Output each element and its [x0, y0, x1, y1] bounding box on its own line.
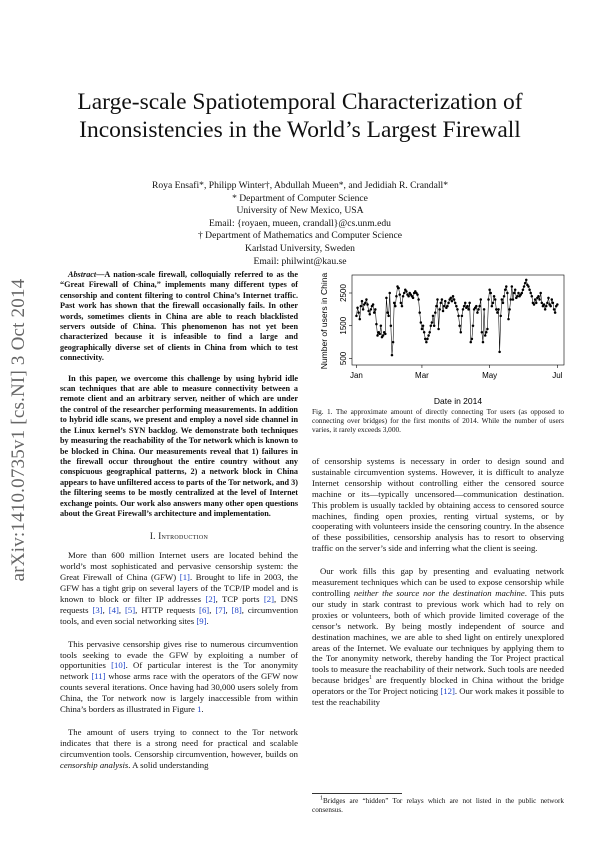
figure-1: [312, 265, 572, 410]
data-point: [554, 311, 557, 314]
data-point: [427, 334, 430, 337]
data-point: [364, 302, 367, 305]
citation-link[interactable]: [1]: [179, 572, 190, 583]
data-point: [521, 292, 524, 295]
citation-link[interactable]: [11]: [91, 671, 106, 682]
data-point: [444, 300, 447, 303]
data-point: [487, 298, 490, 301]
text-run: . A solid understanding: [128, 759, 209, 770]
affiliation-line: Karlstad University, Sweden: [245, 242, 355, 254]
title-line: Inconsistencies in the World’s Largest Firewall: [79, 117, 521, 143]
data-point: [489, 292, 492, 295]
data-point: [392, 341, 395, 344]
data-point: [494, 298, 497, 301]
data-point: [461, 315, 464, 318]
data-point: [458, 324, 461, 327]
affiliation-line: † Department of Mathematics and Computer Science: [197, 230, 403, 242]
text-run: . Of particular interest is the Tor anonymity network: [60, 660, 298, 682]
data-point: [498, 351, 501, 354]
data-point: [382, 334, 385, 337]
y-tick-label: 500: [339, 351, 348, 366]
data-point: [464, 302, 467, 305]
citation-link[interactable]: [5]: [125, 604, 136, 615]
data-point: [454, 302, 457, 305]
arxiv-identifier: [6, 265, 32, 595]
series-line: [356, 280, 557, 355]
data-point: [545, 305, 548, 308]
data-point: [426, 338, 429, 341]
data-point: [386, 311, 389, 314]
citation-link[interactable]: [10]: [111, 660, 126, 671]
plot-frame: [352, 275, 564, 365]
data-point: [373, 311, 376, 314]
data-point: [440, 302, 443, 305]
affiliation-line: University of New Mexico, USA: [236, 205, 364, 217]
data-point: [538, 298, 541, 301]
data-point: [384, 333, 387, 336]
paper-title: [40, 88, 560, 144]
data-point: [508, 308, 511, 311]
data-point: [430, 324, 433, 327]
data-point: [496, 311, 499, 314]
data-point: [447, 302, 450, 305]
data-point: [457, 315, 460, 318]
data-point: [541, 302, 544, 305]
body-paragraph: [312, 566, 564, 708]
text-run: , HTTP requests: [135, 604, 200, 615]
data-point: [361, 300, 364, 303]
text-run: ,: [102, 604, 109, 615]
citation-link[interactable]: [2]: [205, 593, 216, 604]
intro-paragraph-1: [60, 550, 298, 626]
text-run: .: [201, 704, 204, 715]
text-run: whose arms race with the operators of the GFW now counts several iterations. Once having had 30,000 users solely from China, the Tor network now is largely inaccessible from within China’s borders as illustrated in Figure: [60, 671, 299, 715]
data-point: [436, 298, 439, 301]
data-point: [553, 308, 556, 311]
data-point: [507, 318, 510, 321]
text-run: ,: [225, 604, 232, 615]
data-point: [437, 328, 440, 331]
citation-link[interactable]: [8]: [231, 604, 242, 615]
data-point: [369, 313, 372, 316]
text-run: , TCP ports: [215, 593, 264, 604]
data-point: [477, 308, 480, 311]
email-line: Email: {royaen, mueen, crandall}@cs.unm.edu: [209, 217, 391, 229]
text-run: , circumvention tools, and even social networking sites: [60, 604, 299, 626]
data-point: [488, 288, 491, 291]
x-axis-ticks: [350, 365, 563, 380]
data-point: [417, 298, 420, 301]
data-point: [387, 315, 390, 318]
data-point: [523, 285, 526, 288]
data-point: [438, 308, 441, 311]
data-point: [486, 328, 489, 331]
data-point: [497, 308, 500, 311]
data-point: [537, 295, 540, 298]
data-point: [374, 308, 377, 311]
body-paragraph: of censorship systems is necessary in order to design sound and sustainable circumvention systems. However, it is difficult to analyze Internet censorship without controlling either the censored source machine or its—typically uncensored—communication destination. This problem is usually tackled by obtaining access to censored source machines, finding open proxies, renting virtual systems, or by cooperating with volunteers inside the censoring country. In the absence of these possibilities, censorship analysis has to resort to observing traffic on the server’s side and inferring what the client is seeing.: [312, 456, 564, 554]
data-point: [405, 290, 408, 293]
data-point: [502, 302, 505, 305]
data-point: [395, 295, 398, 298]
data-point: [527, 285, 530, 288]
data-point: [509, 298, 512, 301]
data-point: [388, 292, 391, 295]
data-point: [434, 311, 437, 314]
data-point: [359, 318, 362, 321]
data-point: [420, 321, 423, 324]
data-point: [453, 298, 456, 301]
data-point: [503, 295, 506, 298]
data-point: [546, 302, 549, 305]
data-point: [531, 295, 534, 298]
citation-link[interactable]: [12]: [440, 686, 455, 697]
y-tick-label: 1500: [339, 316, 348, 335]
data-point: [379, 333, 382, 336]
data-point: [517, 292, 520, 295]
data-point: [372, 303, 375, 306]
text-run: This pervasive censorship gives rise to numerous circumvention tools seeking to evade the GFW by exploiting a number of opportunities: [60, 638, 298, 671]
data-point: [357, 311, 360, 314]
arxiv-identifier-text: arXiv:1410.0735v1 [cs.NI] 3 Oct 2014: [8, 278, 29, 582]
emphasis-text: censorship analysis: [60, 759, 129, 770]
data-point: [435, 305, 438, 308]
series-layer: [355, 279, 558, 357]
data-point: [547, 297, 550, 300]
data-point: [472, 324, 475, 327]
data-point: [441, 298, 444, 301]
data-point: [400, 302, 403, 305]
data-point: [402, 295, 405, 298]
data-point: [480, 298, 483, 301]
data-point: [450, 297, 453, 300]
data-point: [355, 315, 358, 318]
abstract-label: Abstract: [68, 270, 97, 279]
text-run: . Brought to life in 2003, the GFW has a tight grip on several layers of the TCP/IP model and is known to block or filter IP addresses: [60, 572, 298, 604]
data-point: [442, 310, 445, 313]
data-point: [467, 308, 470, 311]
data-point: [385, 297, 388, 300]
y-axis-label: Number of users in China: [319, 272, 329, 370]
text-run: ,: [118, 604, 125, 615]
data-point: [463, 305, 466, 308]
data-point: [370, 308, 373, 311]
data-point: [428, 331, 431, 334]
data-point: [482, 341, 485, 344]
emphasis-text: neither the source nor the destination machine: [353, 587, 525, 598]
data-point: [403, 292, 406, 295]
x-tick-label: Jan: [349, 371, 363, 380]
data-point: [476, 311, 479, 314]
data-point: [376, 334, 379, 337]
data-point: [391, 354, 394, 357]
data-point: [432, 315, 435, 318]
author-block: [40, 180, 560, 268]
data-point: [549, 305, 552, 308]
text-run: The amount of users trying to connect to the Tor network indicates that there is a strong need for practical and scalable circumvention tools. Censorship circumvention, however, builds on: [60, 726, 298, 759]
author-names: Roya Ensafi*, Philipp Winter†, Abdullah Mueen*, and Jedidiah R. Crandall*: [151, 180, 448, 191]
data-point: [475, 305, 478, 308]
intro-paragraph-3: [60, 727, 298, 771]
data-point: [375, 323, 378, 326]
citation-link[interactable]: [6]: [199, 604, 210, 615]
abstract-paragraph-2: In this paper, we overcome this challenge by using hybrid idle scan techniques that are able to measure connectivity between a remote client and an arbitrary server, neither of which are under the control of the researcher performing measurements. In addition to hybrid idle scans, we present and employ a novel side channel in the Linux kernel’s SYN backlog. We demonstrate both techniques by measuring the reachability of the Tor network which is known to be blocked in China. Our measurements reveal that 1) failures in the firewall occur throughout the entire country without any conspicuous geographical patterns, 2) a network block in China appears to have unfiltered access to parts of the Tor network, and 3) the filtering seems to be mostly centralized at the level of Internet exchange points. Our work also answers many other open questions about the Great Firewall’s architecture and implementation.: [60, 373, 298, 518]
data-point: [455, 305, 458, 308]
data-point: [499, 315, 502, 318]
x-axis-label: Date in 2014: [433, 396, 483, 406]
data-point: [367, 310, 370, 313]
citation-link[interactable]: [4]: [108, 604, 119, 615]
data-point: [462, 308, 465, 311]
data-point: [423, 331, 426, 334]
data-point: [443, 305, 446, 308]
data-point: [390, 324, 393, 327]
abstract-paragraph: [60, 270, 298, 364]
data-point: [446, 305, 449, 308]
data-point: [506, 292, 509, 295]
data-point: [468, 302, 471, 305]
data-point: [552, 302, 555, 305]
data-point: [481, 331, 484, 334]
data-point: [394, 305, 397, 308]
data-point: [505, 285, 508, 288]
title-line: Large-scale Spatiotemporal Characterization of: [77, 89, 523, 115]
data-point: [424, 338, 427, 341]
affiliation-line: * Department of Computer Science: [232, 192, 368, 204]
data-point: [362, 308, 365, 311]
footnote: [312, 797, 564, 815]
citation-link[interactable]: [9]: [196, 615, 207, 626]
footnote-text: Bridges are “hidden” Tor relays which are not listed in the public network consensus.: [312, 797, 564, 814]
data-point: [425, 341, 428, 344]
data-point: [513, 292, 516, 295]
data-point: [495, 308, 498, 311]
data-point: [401, 305, 404, 308]
data-point: [380, 324, 383, 327]
data-point: [431, 321, 434, 324]
text-run: More than 600 million Internet users are located behind the world’s most sophisticated and pervasive censorship system: the Great Firewall of China (GFW): [60, 550, 298, 583]
left-column: [60, 270, 298, 777]
data-point: [484, 334, 487, 337]
data-point: [491, 305, 494, 308]
text-run: Our work fills this gap by presenting and evaluating network measurement techniques which can be used to expose censorship while controlling: [312, 566, 564, 598]
data-point: [356, 306, 359, 309]
right-column: [312, 456, 564, 714]
data-point: [397, 287, 400, 290]
data-point: [525, 279, 528, 282]
data-point: [511, 285, 514, 288]
text-run: .: [206, 615, 209, 626]
data-point: [485, 331, 488, 334]
data-point: [365, 298, 368, 301]
text-run: . This puts our study in stark contrast to previous work which had to rely on proxies or volunteers, both of which provide limited coverage of the censor’s network. By being mostly independent of source and destination machines, we are able to shed light on entirely unexplored areas of the Internet. We evaluate our techniques by applying them to the Tor anonymity network, thereby handing the Tor Project practical tools to measure the reachability of their network. Such tools are needed because bridges: [312, 587, 564, 686]
data-point: [514, 288, 517, 291]
data-point: [456, 308, 459, 311]
data-point: [512, 298, 515, 301]
data-point: [551, 298, 554, 301]
footnote-marker[interactable]: 1: [368, 675, 372, 682]
data-point: [360, 305, 363, 308]
data-point: [504, 288, 507, 291]
data-point: [544, 308, 547, 311]
data-point: [516, 295, 519, 298]
footnote-rule: [312, 793, 402, 794]
citation-link[interactable]: [7]: [215, 604, 226, 615]
data-point: [366, 303, 369, 306]
data-point: [471, 338, 474, 341]
data-point: [493, 295, 496, 298]
data-point: [433, 324, 436, 327]
text-run: are frequently blocked in China without the bridge operators or the Tor Project noticing: [312, 675, 564, 697]
data-point: [556, 303, 559, 306]
data-point: [421, 328, 424, 331]
data-point: [451, 300, 454, 303]
x-tick-label: Mar: [415, 371, 429, 380]
footnote-number: 1: [320, 795, 323, 802]
x-tick-label: May: [482, 371, 498, 380]
data-point: [416, 293, 419, 296]
citation-link[interactable]: [2]: [263, 593, 275, 604]
x-tick-label: Jul: [552, 371, 563, 380]
data-point: [483, 308, 486, 311]
data-point: [466, 305, 469, 308]
abstract-text: —A nation-scale firewall, colloquially referred to as the “Great Firewall of China,” implements many different types of censorship and content filtering to control China’s Internet traffic. Past work has shown that the firewall occasionally fails. In other words, sometimes clients in China are able to reach blacklisted servers outside of China. This phenomenon has not yet been characterized because it is infeasible to find a large and geographically diverse set of clients in China from which to test connectivity.: [60, 270, 298, 363]
data-point: [543, 303, 546, 306]
citation-link[interactable]: [3]: [92, 604, 103, 615]
data-point: [501, 298, 504, 301]
data-point: [460, 331, 463, 334]
data-point: [539, 292, 542, 295]
data-point: [393, 302, 396, 305]
data-point: [478, 305, 481, 308]
y-axis-ticks: [339, 284, 352, 366]
figure-link[interactable]: 1: [197, 704, 202, 715]
data-point: [533, 303, 536, 306]
section-heading: I. Introduction: [149, 531, 209, 542]
user-count-chart: [312, 265, 572, 410]
text-run: ,: [209, 604, 216, 615]
data-point: [422, 324, 425, 327]
figure-caption: Fig. 1. The approximate amount of directly connecting Tor users (as opposed to connecting over bridges) for the first months of 2014. While the number of users varies, it rarely exceeds 3,000.: [312, 407, 564, 435]
data-point: [412, 297, 415, 300]
data-point: [534, 298, 537, 301]
data-point: [528, 288, 531, 291]
intro-paragraph-2: [60, 639, 298, 715]
data-point: [418, 311, 421, 314]
data-point: [407, 295, 410, 298]
data-point: [398, 293, 401, 296]
data-point: [535, 302, 538, 305]
data-point: [470, 341, 473, 344]
data-point: [524, 282, 527, 285]
data-point: [529, 292, 532, 295]
text-run: , DNS requests: [60, 593, 298, 615]
y-tick-label: 2500: [339, 284, 348, 302]
data-point: [492, 302, 495, 305]
text-run: . Our work makes it possible to test the reachability: [312, 686, 564, 708]
data-point: [452, 295, 455, 298]
email-line: Email: philwint@kau.se: [253, 255, 347, 267]
data-point: [522, 288, 525, 291]
